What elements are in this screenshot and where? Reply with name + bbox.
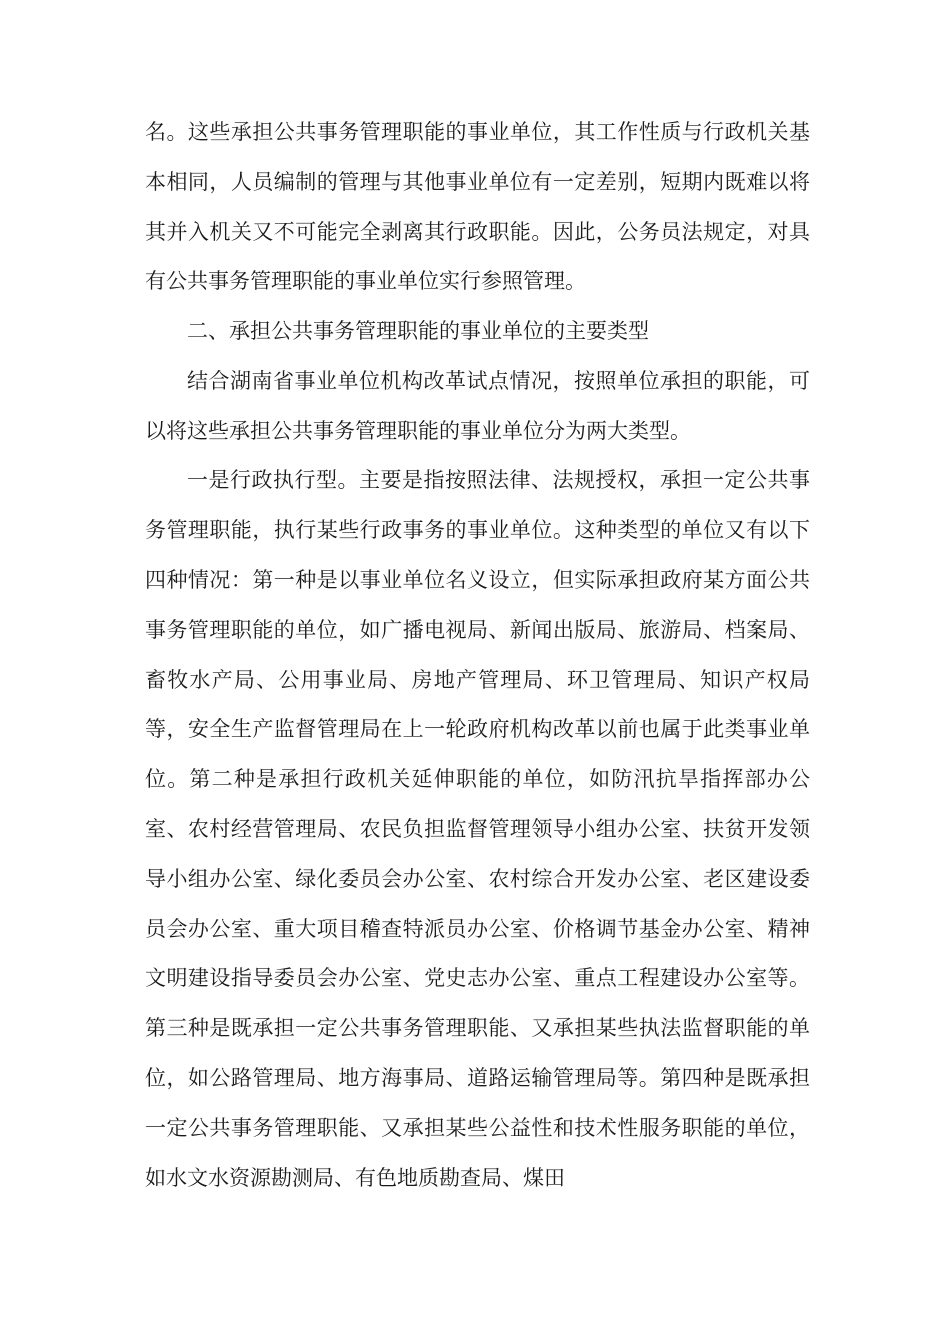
paragraph: 结合湖南省事业单位机构改革试点情况，按照单位承担的职能，可以将这些承担公共事务管理职能的事业单位分为两大类型。	[145, 368, 810, 443]
continuation-paragraph: 名。这些承担公共事务管理职能的事业单位，其工作性质与行政机关基本相同，人员编制的管理与其他事业单位有一定差别，短期内既难以将其并入机关又不可能完全剥离其行政职能。因此，公务员法规定，对具有公共事务管理职能的事业单位实行参照管理。	[145, 120, 810, 294]
body-text-top	[145, 108, 810, 307]
body-text-main	[145, 307, 810, 1203]
paragraph: 一是行政执行型。主要是指按照法律、法规授权，承担一定公共事务管理职能，执行某些行政事务的事业单位。这种类型的单位又有以下四种情况：第一种是以事业单位名义设立，但实际承担政府某方面公共事务管理职能的单位，如广播电视局、新闻出版局、旅游局、档案局、畜牧水产局、公用事业局、房地产管理局、环卫管理局、知识产权局等，安全生产监督管理局在上一轮政府机构改革以前也属于此类事业单位。第二种是承担行政机关延伸职能的单位，如防汛抗旱指挥部办公室、农村经营管理局、农民负担监督管理领导小组办公室、扶贫开发领导小组办公室、绿化委员会办公室、农村综合开发办公室、老区建设委员会办公室、重大项目稽查特派员办公室、价格调节基金办公室、精神文明建设指导委员会办公室、党史志办公室、重点工程建设办公室等。第三种是既承担一定公共事务管理职能、又承担某些执法监督职能的单位，如公路管理局、地方海事局、道路运输管理局等。第四种是既承担一定公共事务管理职能、又承担某些公益性和技术性服务职能的单位，如水文水资源勘测局、有色地质勘查局、煤田	[145, 468, 810, 1190]
section-heading: 二、承担公共事务管理职能的事业单位的主要类型	[187, 319, 649, 343]
